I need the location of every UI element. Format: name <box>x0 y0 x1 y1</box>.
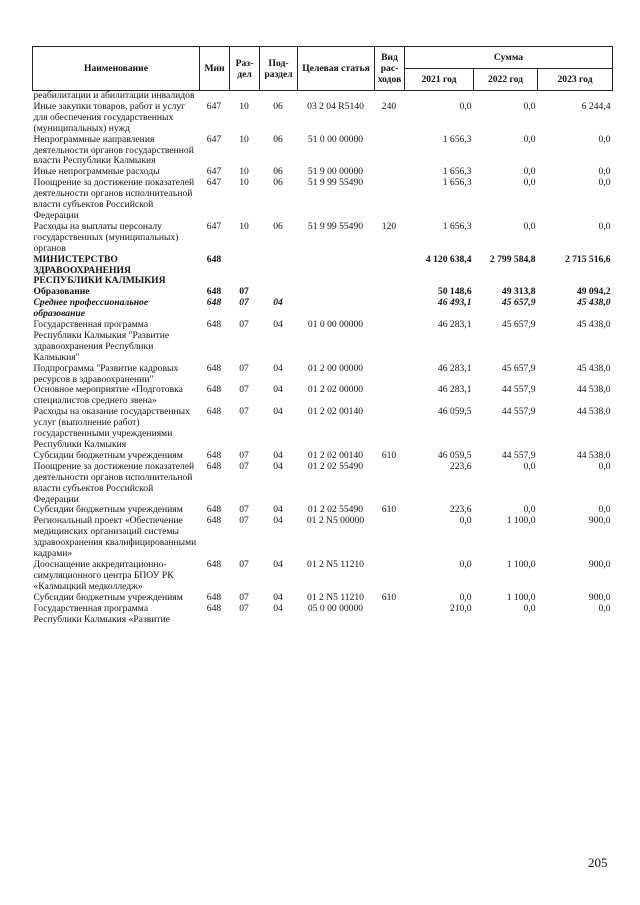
row-sum-2021: 50 148,6 <box>437 286 472 298</box>
row-podrazdel: 04 <box>273 449 283 461</box>
row-vid <box>375 178 405 222</box>
header-vid: Вид рас-ходов <box>375 47 405 91</box>
row-target: 51 9 99 55490 <box>307 220 364 232</box>
row-name: Основное мероприятие «Подготовка специалистов среднего звена» <box>33 384 183 407</box>
row-razdel: 07 <box>239 384 249 396</box>
row-vid <box>375 255 405 288</box>
row-min: 647 <box>206 166 222 178</box>
row-razdel: 07 <box>239 602 249 614</box>
row-name: Субсидии бюджетным учреждениям <box>33 504 183 516</box>
row-sum-2022: 1 100,0 <box>506 515 536 527</box>
row-min: 648 <box>206 602 222 614</box>
row-sum-2021: 1 656,3 <box>442 177 472 189</box>
row-podrazdel: 04 <box>273 504 283 516</box>
row-podrazdel: 04 <box>273 297 283 309</box>
row-podrazdel: 06 <box>273 133 283 145</box>
row-podrazdel: 04 <box>273 362 283 374</box>
row-razdel: 07 <box>239 449 249 461</box>
page-number: 205 <box>588 855 608 870</box>
table-row <box>33 407 613 451</box>
row-sum-2021: 223,6 <box>449 504 472 516</box>
table-row <box>33 102 613 135</box>
table-row <box>33 255 613 288</box>
row-vid <box>375 516 405 560</box>
row-name: Субсидии бюджетным учреждениям <box>33 449 183 461</box>
row-name: Иные непрограммные расходы <box>33 166 160 178</box>
row-min: 648 <box>206 384 222 396</box>
row-razdel: 10 <box>239 100 249 112</box>
table-row <box>33 385 613 407</box>
row-name: Поощрение за достижение показателей деятельности органов исполнительной власти субъектов Российской Федерации <box>33 460 195 505</box>
row-vid <box>375 135 405 168</box>
row-name: Дооснащение аккредитационно-симуляционного центра БПОУ РК «Калмыцкий медколледж» <box>33 558 174 592</box>
row-name: Поощрение за достижение показателей деятельности органов исполнительной власти субъектов Российской Федерации <box>33 177 195 221</box>
row-sum-2021: 1 656,3 <box>442 220 472 232</box>
row-min: 647 <box>206 133 222 145</box>
row-razdel: 10 <box>239 220 249 232</box>
row-razdel: 07 <box>239 591 249 603</box>
row-podrazdel: 04 <box>273 406 283 418</box>
row-vid: 610 <box>381 449 397 461</box>
row-min: 648 <box>206 504 222 516</box>
row-target <box>298 298 375 320</box>
table-header <box>33 47 613 91</box>
row-razdel: 07 <box>239 297 249 309</box>
row-sum-2022: 2 799 584,8 <box>489 253 536 265</box>
row-vid <box>375 560 405 593</box>
row-target: 01 2 02 55490 <box>307 504 364 516</box>
row-sum-2023: 49 094,2 <box>576 286 611 298</box>
row-sum-2023: 0,0 <box>598 504 611 516</box>
row-sum-2021: 210,0 <box>449 602 472 614</box>
row-razdel: 07 <box>239 362 249 374</box>
row-target: 01 2 02 00140 <box>307 449 364 461</box>
header-name: Наименование <box>33 47 200 91</box>
row-min: 648 <box>206 253 222 265</box>
row-sum-2021: 223,6 <box>449 460 472 472</box>
row-sum-2021: 4 120 638,4 <box>425 253 472 265</box>
row-sum-2023: 45 438,0 <box>576 319 611 331</box>
row-target: 01 0 00 00000 <box>307 319 364 331</box>
row-sum-2023: 44 538,0 <box>576 384 611 396</box>
row-min: 648 <box>206 449 222 461</box>
row-min: 647 <box>206 177 222 189</box>
row-min: 648 <box>206 591 222 603</box>
row-name: Непрограммные направления деятельности органов государственной власти Республики Калмыкия <box>33 133 194 167</box>
row-sum-2023: 45 438,0 <box>576 297 611 309</box>
row-sum-2021: 46 059,5 <box>437 406 472 418</box>
row-target: 51 9 00 00000 <box>307 166 364 178</box>
row-name: МИНИСТЕРСТВО ЗДРАВООХРАНЕНИЯ РЕСПУБЛИКИ КАЛМЫКИЯ <box>33 253 166 287</box>
row-target: 05 0 00 00000 <box>307 602 364 614</box>
row-sum-2022: 0,0 <box>523 133 536 145</box>
row-vid <box>375 462 405 506</box>
row-sum-2022: 1 100,0 <box>506 591 536 603</box>
row-sum-2022: 0,0 <box>523 100 536 112</box>
row-vid: 610 <box>381 591 397 603</box>
row-target: 01 2 00 00000 <box>307 362 364 374</box>
header-2022: 2022 год <box>474 69 538 91</box>
row-sum-2022: 0,0 <box>523 602 536 614</box>
row-name: Среднее профессиональное образование <box>33 297 149 320</box>
row-sum-2022: 44 557,9 <box>501 406 536 418</box>
row-vid: 120 <box>381 220 397 232</box>
row-vid: 610 <box>381 504 397 516</box>
row-min: 648 <box>206 319 222 331</box>
row-sum-2022: 0,0 <box>523 166 536 178</box>
row-sum-2022: 0,0 <box>523 460 536 472</box>
row-podrazdel: 06 <box>273 100 283 112</box>
table-row <box>33 298 613 320</box>
row-name: Иные закупки товаров, работ и услуг для обеспечения государственных (муниципальных) нужд <box>33 100 186 134</box>
row-target: 01 2 N5 00000 <box>306 515 365 527</box>
row-razdel: 07 <box>239 558 249 570</box>
row-sum-2023: 900,0 <box>588 558 611 570</box>
row-target: 01 2 02 00140 <box>307 406 364 418</box>
row-name: Субсидии бюджетным учреждениям <box>33 591 183 603</box>
row-sum-2023: 0,0 <box>598 460 611 472</box>
budget-table <box>32 46 613 625</box>
row-vid <box>375 167 405 178</box>
row-razdel: 07 <box>239 286 249 298</box>
row-razdel: 07 <box>239 504 249 516</box>
row-sum-2023: 0,0 <box>598 166 611 178</box>
table-row <box>33 560 613 593</box>
row-vid <box>375 407 405 451</box>
row-razdel: 07 <box>239 319 249 331</box>
row-sum-2023: 6 244,4 <box>581 100 611 112</box>
table-row <box>33 320 613 364</box>
row-vid <box>375 298 405 320</box>
row-podrazdel: 04 <box>273 558 283 570</box>
row-sum-2021: 46 059,5 <box>437 449 472 461</box>
row-razdel: 10 <box>239 166 249 178</box>
row-sum-2022: 45 657,9 <box>501 319 536 331</box>
row-name: Государственная программа Республики Калмыкия "Развитие здравоохранения Республики Калмыкия" <box>33 319 170 363</box>
row-podrazdel: 04 <box>273 460 283 472</box>
row-vid <box>375 287 405 298</box>
row-sum-2022: 0,0 <box>523 220 536 232</box>
row-podrazdel: 04 <box>273 384 283 396</box>
row-podrazdel: 04 <box>273 319 283 331</box>
table-row <box>33 135 613 168</box>
row-sum-2021: 46 283,1 <box>437 319 472 331</box>
row-min: 648 <box>206 362 222 374</box>
row-sum-2022: 0,0 <box>523 504 536 516</box>
header-razdel: Раз-дел <box>230 47 260 91</box>
row-min: 647 <box>206 100 222 112</box>
header-podrazdel: Под-раздел <box>260 47 298 91</box>
row-min: 648 <box>206 297 222 309</box>
row-target: 51 0 00 00000 <box>307 133 364 145</box>
row-sum-2022: 0,0 <box>523 177 536 189</box>
row-podrazdel <box>260 255 298 288</box>
row-min: 648 <box>206 286 222 298</box>
row-podrazdel: 04 <box>273 602 283 614</box>
row-sum-2022: 44 557,9 <box>501 449 536 461</box>
row-vid <box>375 320 405 364</box>
row-sum-2021: 46 283,1 <box>437 362 472 374</box>
header-min: Мин <box>200 47 230 91</box>
row-sum-2023: 44 538,0 <box>576 406 611 418</box>
row-razdel: 10 <box>239 177 249 189</box>
row-name: реабилитации и абилитации инвалидов <box>33 90 195 101</box>
row-target: 01 2 N5 11210 <box>307 591 364 603</box>
row-podrazdel: 04 <box>273 515 283 527</box>
table-row <box>33 222 613 255</box>
row-vid <box>375 604 405 626</box>
row-name: Расходы на выплаты персоналу государственных (муниципальных) органов <box>33 220 179 254</box>
table-row <box>33 364 613 386</box>
row-sum-2021: 0,0 <box>459 558 472 570</box>
row-min: 647 <box>206 220 222 232</box>
row-name: Подпрограмма "Развитие кадровых ресурсов в здравоохранении" <box>33 362 179 385</box>
row-razdel: 07 <box>239 515 249 527</box>
row-min: 648 <box>206 460 222 472</box>
budget-page <box>32 46 612 625</box>
row-podrazdel: 06 <box>273 166 283 178</box>
row-target <box>298 287 375 298</box>
row-vid <box>375 364 405 386</box>
row-sum-2023: 900,0 <box>588 515 611 527</box>
row-target: 03 2 04 R5140 <box>307 100 364 112</box>
row-sum-2022: 49 313,8 <box>501 286 536 298</box>
row-razdel <box>230 255 260 288</box>
row-vid: 240 <box>381 100 397 112</box>
row-sum-2023: 0,0 <box>598 220 611 232</box>
row-sum-2023: 900,0 <box>588 591 611 603</box>
row-podrazdel: 06 <box>273 220 283 232</box>
row-sum-2021: 1 656,3 <box>442 166 472 178</box>
row-sum-2023: 0,0 <box>598 602 611 614</box>
table-row <box>33 604 613 626</box>
row-razdel: 07 <box>239 460 249 472</box>
row-min: 648 <box>206 558 222 570</box>
row-sum-2021: 0,0 <box>459 591 472 603</box>
table-row <box>33 178 613 222</box>
row-razdel: 10 <box>239 133 249 145</box>
row-sum-2022: 45 657,9 <box>501 297 536 309</box>
row-sum-2021: 0,0 <box>459 515 472 527</box>
row-target: 51 9 99 55490 <box>307 177 364 189</box>
row-target <box>298 255 375 288</box>
row-sum-2022: 44 557,9 <box>501 384 536 396</box>
header-target: Целевая статья <box>298 47 375 91</box>
row-razdel: 07 <box>239 406 249 418</box>
table-row <box>33 462 613 506</box>
header-sum: Сумма <box>405 47 613 69</box>
row-sum-2021: 46 283,1 <box>437 384 472 396</box>
row-sum-2023: 44 538,0 <box>576 449 611 461</box>
row-target: 01 2 02 55490 <box>307 460 364 472</box>
row-podrazdel: 06 <box>273 177 283 189</box>
header-2021: 2021 год <box>405 69 474 91</box>
header-2023: 2023 год <box>538 69 613 91</box>
row-min: 648 <box>206 515 222 527</box>
row-name: Государственная программа Республики Калмыкия «Развитие <box>33 602 170 625</box>
row-name: Региональный проект «Обеспечение медицинских организаций системы здравоохранения квалифицированными кадрами» <box>33 515 197 560</box>
row-target: 01 2 02 00000 <box>307 384 364 396</box>
row-sum-2021: 46 493,1 <box>437 297 472 309</box>
row-name: Образование <box>33 286 90 298</box>
row-vid <box>375 385 405 407</box>
table-row <box>33 516 613 560</box>
table-row <box>33 593 613 604</box>
row-sum-2023: 0,0 <box>598 133 611 145</box>
row-sum-2022: 45 657,9 <box>501 362 536 374</box>
row-target: 01 2 N5 11210 <box>307 558 364 570</box>
row-sum-2021: 0,0 <box>459 100 472 112</box>
table-body <box>33 91 613 626</box>
row-sum-2023: 45 438,0 <box>576 362 611 374</box>
row-name: Расходы на оказание государственных услуг (выполнение работ) государственными учреждениями Республики Калмыкия <box>33 406 190 450</box>
row-sum-2023: 2 715 516,6 <box>564 253 611 265</box>
row-min: 648 <box>206 406 222 418</box>
row-sum-2023: 0,0 <box>598 177 611 189</box>
row-sum-2022: 1 100,0 <box>506 558 536 570</box>
row-sum-2021: 1 656,3 <box>442 133 472 145</box>
row-podrazdel: 04 <box>273 591 283 603</box>
